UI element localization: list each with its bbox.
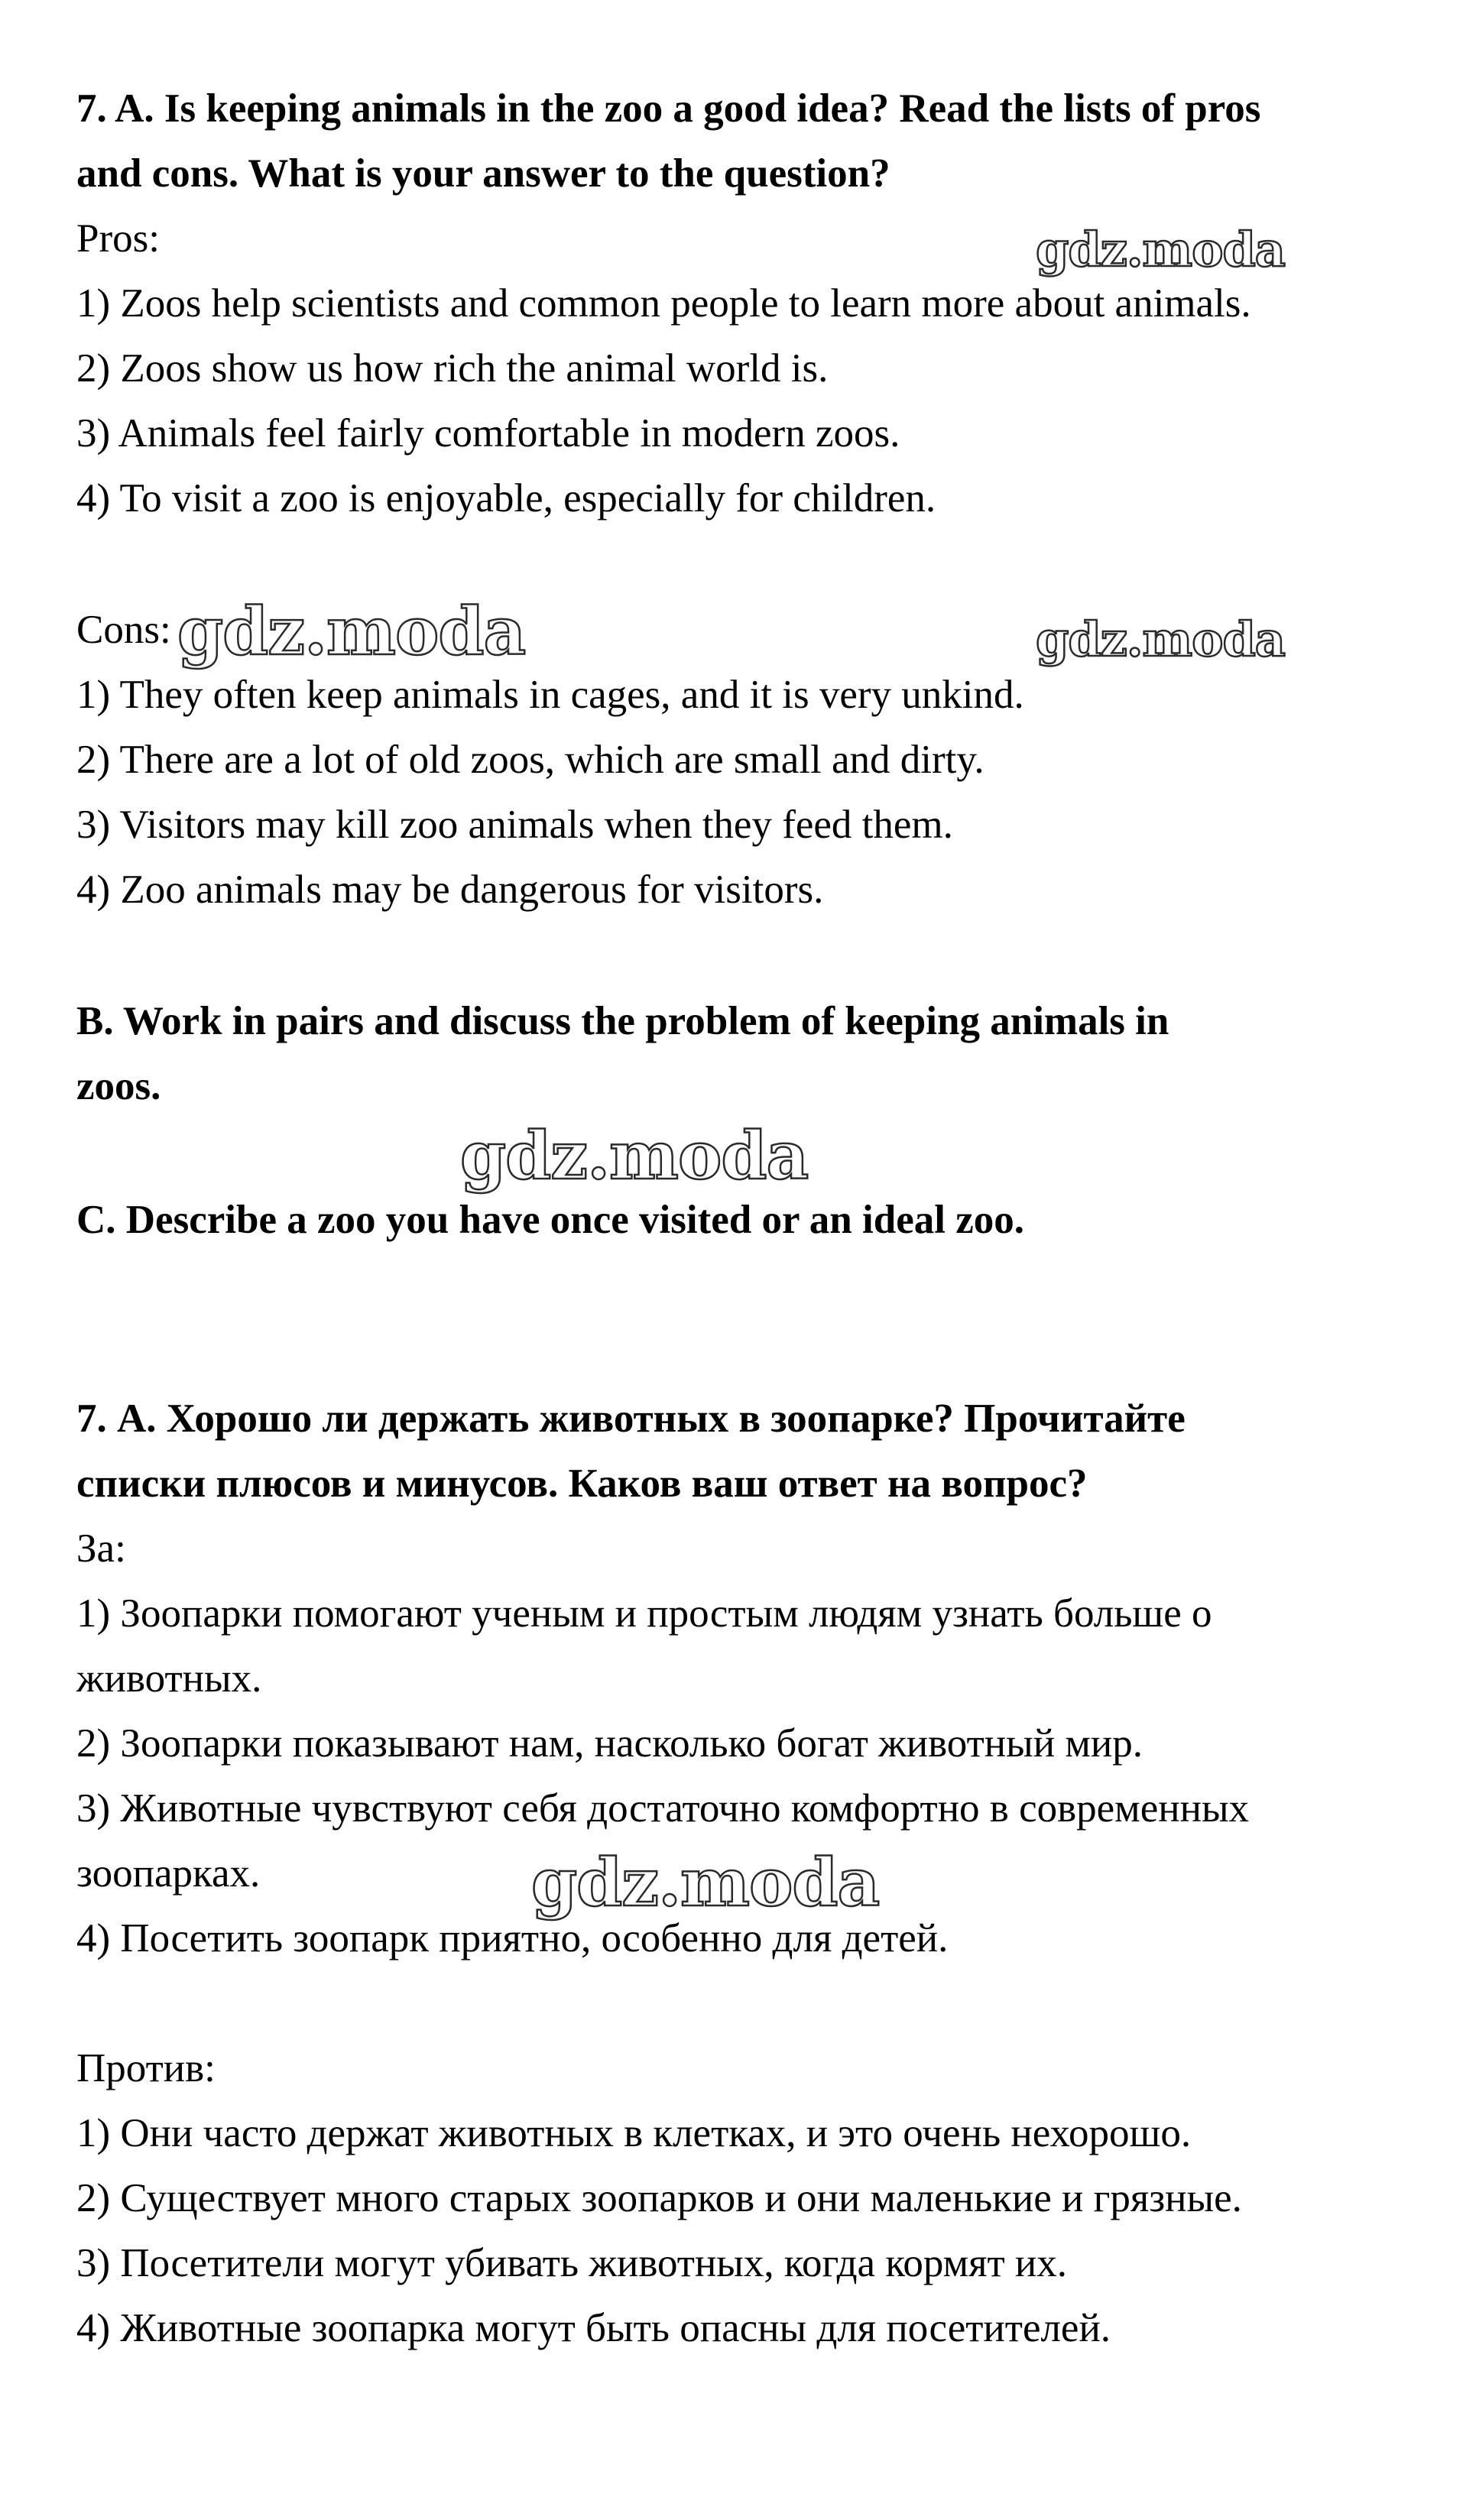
ru-pros-item-1a: 1) Зоопарки помогают ученым и простым людям узнать больше о — [76, 1591, 1212, 1636]
ru-cons-label: Против: — [76, 2046, 216, 2090]
ru-cons-item-4: 4) Животные зоопарка могут быть опасны для посетителей. — [76, 2306, 1111, 2350]
ru-title-line-2: списки плюсов и минусов. Каков ваш ответ на вопрос? — [76, 1461, 1088, 1506]
en-cons-item-1: 1) They often keep animals in cages, and it is very unkind. — [76, 673, 1024, 717]
ru-cons-item-3: 3) Посетители могут убивать животных, когда кормят их. — [76, 2241, 1068, 2285]
en-pros-label: Pros: — [76, 216, 160, 261]
watermark-logo: gdz.moda — [531, 1844, 880, 1922]
en-cons-item-4: 4) Zoo animals may be dangerous for visitors. — [76, 868, 824, 912]
ru-pros-item-1b: животных. — [76, 1656, 262, 1701]
watermark-logo: gdz.moda — [1036, 222, 1285, 277]
en-cons-label: Cons: — [76, 608, 171, 652]
en-pros-item-3: 3) Animals feel fairly comfortable in modern zoos. — [76, 411, 900, 456]
en-task-b-line-1: B. Work in pairs and discuss the problem of keeping animals in — [76, 999, 1169, 1043]
en-task-b-line-2: zoos. — [76, 1064, 161, 1108]
ru-cons-item-1: 1) Они часто держат животных в клетках, и это очень нехорошо. — [76, 2111, 1192, 2155]
en-cons-item-3: 3) Visitors may kill zoo animals when they feed them. — [76, 803, 953, 847]
en-title-line-2: and cons. What is your answer to the question? — [76, 151, 890, 196]
en-pros-item-1: 1) Zoos help scientists and common people to learn more about animals. — [76, 281, 1251, 326]
en-task-c: C. Describe a zoo you have once visited or an ideal zoo. — [76, 1198, 1024, 1242]
en-pros-item-4: 4) To visit a zoo is enjoyable, especially for children. — [76, 476, 936, 521]
en-pros-item-2: 2) Zoos show us how rich the animal world is. — [76, 346, 829, 391]
watermark-logo: gdz.moda — [460, 1117, 809, 1195]
ru-pros-item-3a: 3) Животные чувствуют себя достаточно комфортно в современных — [76, 1786, 1250, 1831]
ru-pros-item-4: 4) Посетить зоопарк приятно, особенно для детей. — [76, 1916, 949, 1961]
watermark-logo: gdz.moda — [177, 593, 526, 670]
ru-cons-item-2: 2) Существует много старых зоопарков и они маленькие и грязные. — [76, 2176, 1242, 2220]
ru-pros-label: За: — [76, 1526, 126, 1571]
ru-pros-item-3b: зоопарках. — [76, 1851, 261, 1896]
ru-pros-item-2: 2) Зоопарки показывают нам, насколько богат животный мир. — [76, 1721, 1143, 1766]
en-cons-item-2: 2) There are a lot of old zoos, which are small and dirty. — [76, 738, 985, 782]
watermark-logo: gdz.moda — [1036, 611, 1285, 667]
ru-title-line-1: 7. А. Хорошо ли держать животных в зоопарке? Прочитайте — [76, 1396, 1186, 1441]
en-title-line-1: 7. A. Is keeping animals in the zoo a good idea? Read the lists of pros — [76, 86, 1261, 131]
